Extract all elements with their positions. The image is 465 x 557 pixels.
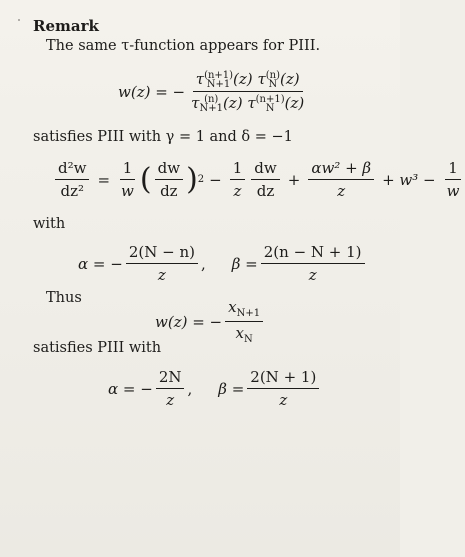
scan-speck xyxy=(18,19,20,21)
intro-text: The same τ-function appears for PIII. xyxy=(46,38,321,54)
eq1-denominator: τ (n) N+1 (z) τ (n+1) N (z) xyxy=(191,94,305,114)
tau-ratio-equation xyxy=(118,70,310,113)
satisfies-text-1: satisfies PIII with γ = 1 and δ = −1 xyxy=(33,129,293,145)
x-ratio-equation: w(z) = − $\frac{x_{N+1}}{x_N}$ xyxy=(155,298,266,345)
eq1-lhs: w(z) = − xyxy=(118,82,186,101)
piii-ode: $\frac{\text{d²w}}{\text{dz²}}$ = $\frac{1}{w}$ ( $\frac{dw}{dz}$ ) 2 − $\frac{1}{z}$ $\frac{dw}{dz}$ + $\frac{\text{αw² + β}}{z}$ + w³ − $\frac{1}{w}$ xyxy=(52,159,465,200)
satisfies-text-2: satisfies PIII with xyxy=(33,340,162,356)
eq1-fraction xyxy=(188,70,307,113)
thus-text: Thus xyxy=(46,290,82,306)
eq1-numerator: τ (n+1) N+1 (z) τ (n) N (z) xyxy=(193,70,303,92)
with-text-1: with xyxy=(33,216,66,232)
alpha-beta-definitions-1: α = − $\frac{2(N - n)}{z}$ , β = $\frac{2(n - N + 1)}{z}$ xyxy=(78,243,368,284)
alpha-beta-definitions-2: α = − $\frac{2N}{z}$ , β = $\frac{2(N + 1)}{z}$ xyxy=(108,368,322,409)
remark-heading: Remark xyxy=(33,17,99,35)
